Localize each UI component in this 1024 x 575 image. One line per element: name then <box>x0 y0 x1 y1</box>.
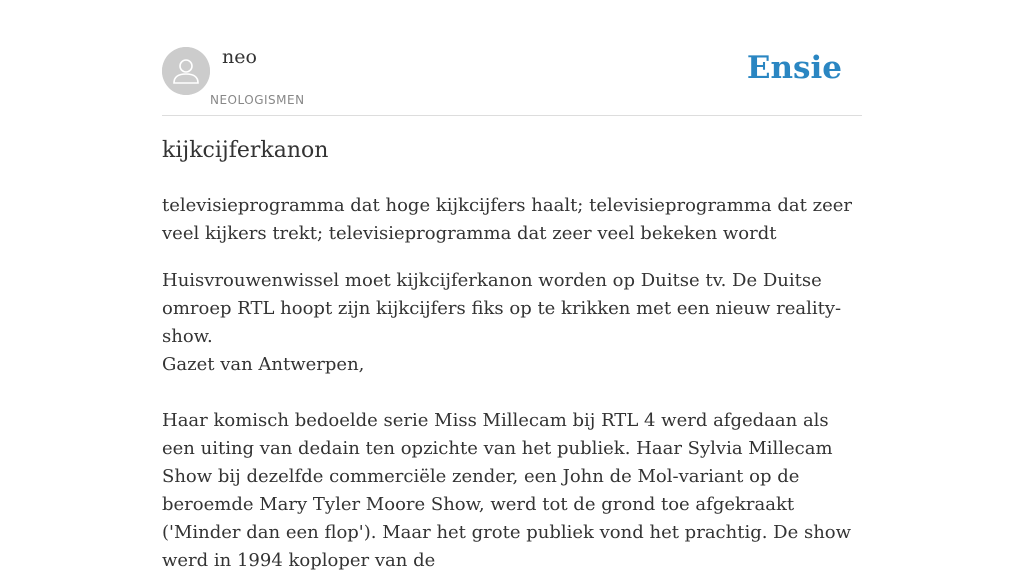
entry-title: kijkcijferkanon <box>162 138 329 163</box>
user-silhouette-icon <box>162 47 210 95</box>
entry-examples <box>162 267 862 575</box>
brand-logo[interactable]: Ensie <box>746 50 842 86</box>
entry-header <box>162 0 862 116</box>
entry-container <box>162 0 862 571</box>
entry-definition: televisieprogramma dat hoge kijkcijfers haalt; televisieprogramma dat zeer veel kijkers trekt; televisieprogramma dat zeer veel bekeken wordt <box>162 195 852 244</box>
category-label[interactable]: NEOLOGISMEN <box>210 93 305 107</box>
username-link[interactable]: neo <box>222 46 257 68</box>
avatar[interactable] <box>162 47 210 95</box>
example-source-1: Gazet van Antwerpen, <box>162 354 365 375</box>
example-quote-2: Haar komisch bedoelde serie Miss Millecam bij RTL 4 werd afgedaan als een uiting van dedain ten opzichte van het publiek. Haar Sylvia Millecam Show bij dezelfde commerciële zender, een John de Mol-variant op de beroemde Mary Tyler Moore Show, werd tot de grond toe afgekraakt ('Minder dan een flop'). Maar het grote publiek vond het prachtig. De show werd in 1994 koploper van de <box>162 410 852 571</box>
example-quote-1: Huisvrouwenwissel moet kijkcijferkanon worden op Duitse tv. De Duitse omroep RTL hoopt zijn kijkcijfers fiks op te krikken met een nieuw reality-show. <box>162 270 842 347</box>
